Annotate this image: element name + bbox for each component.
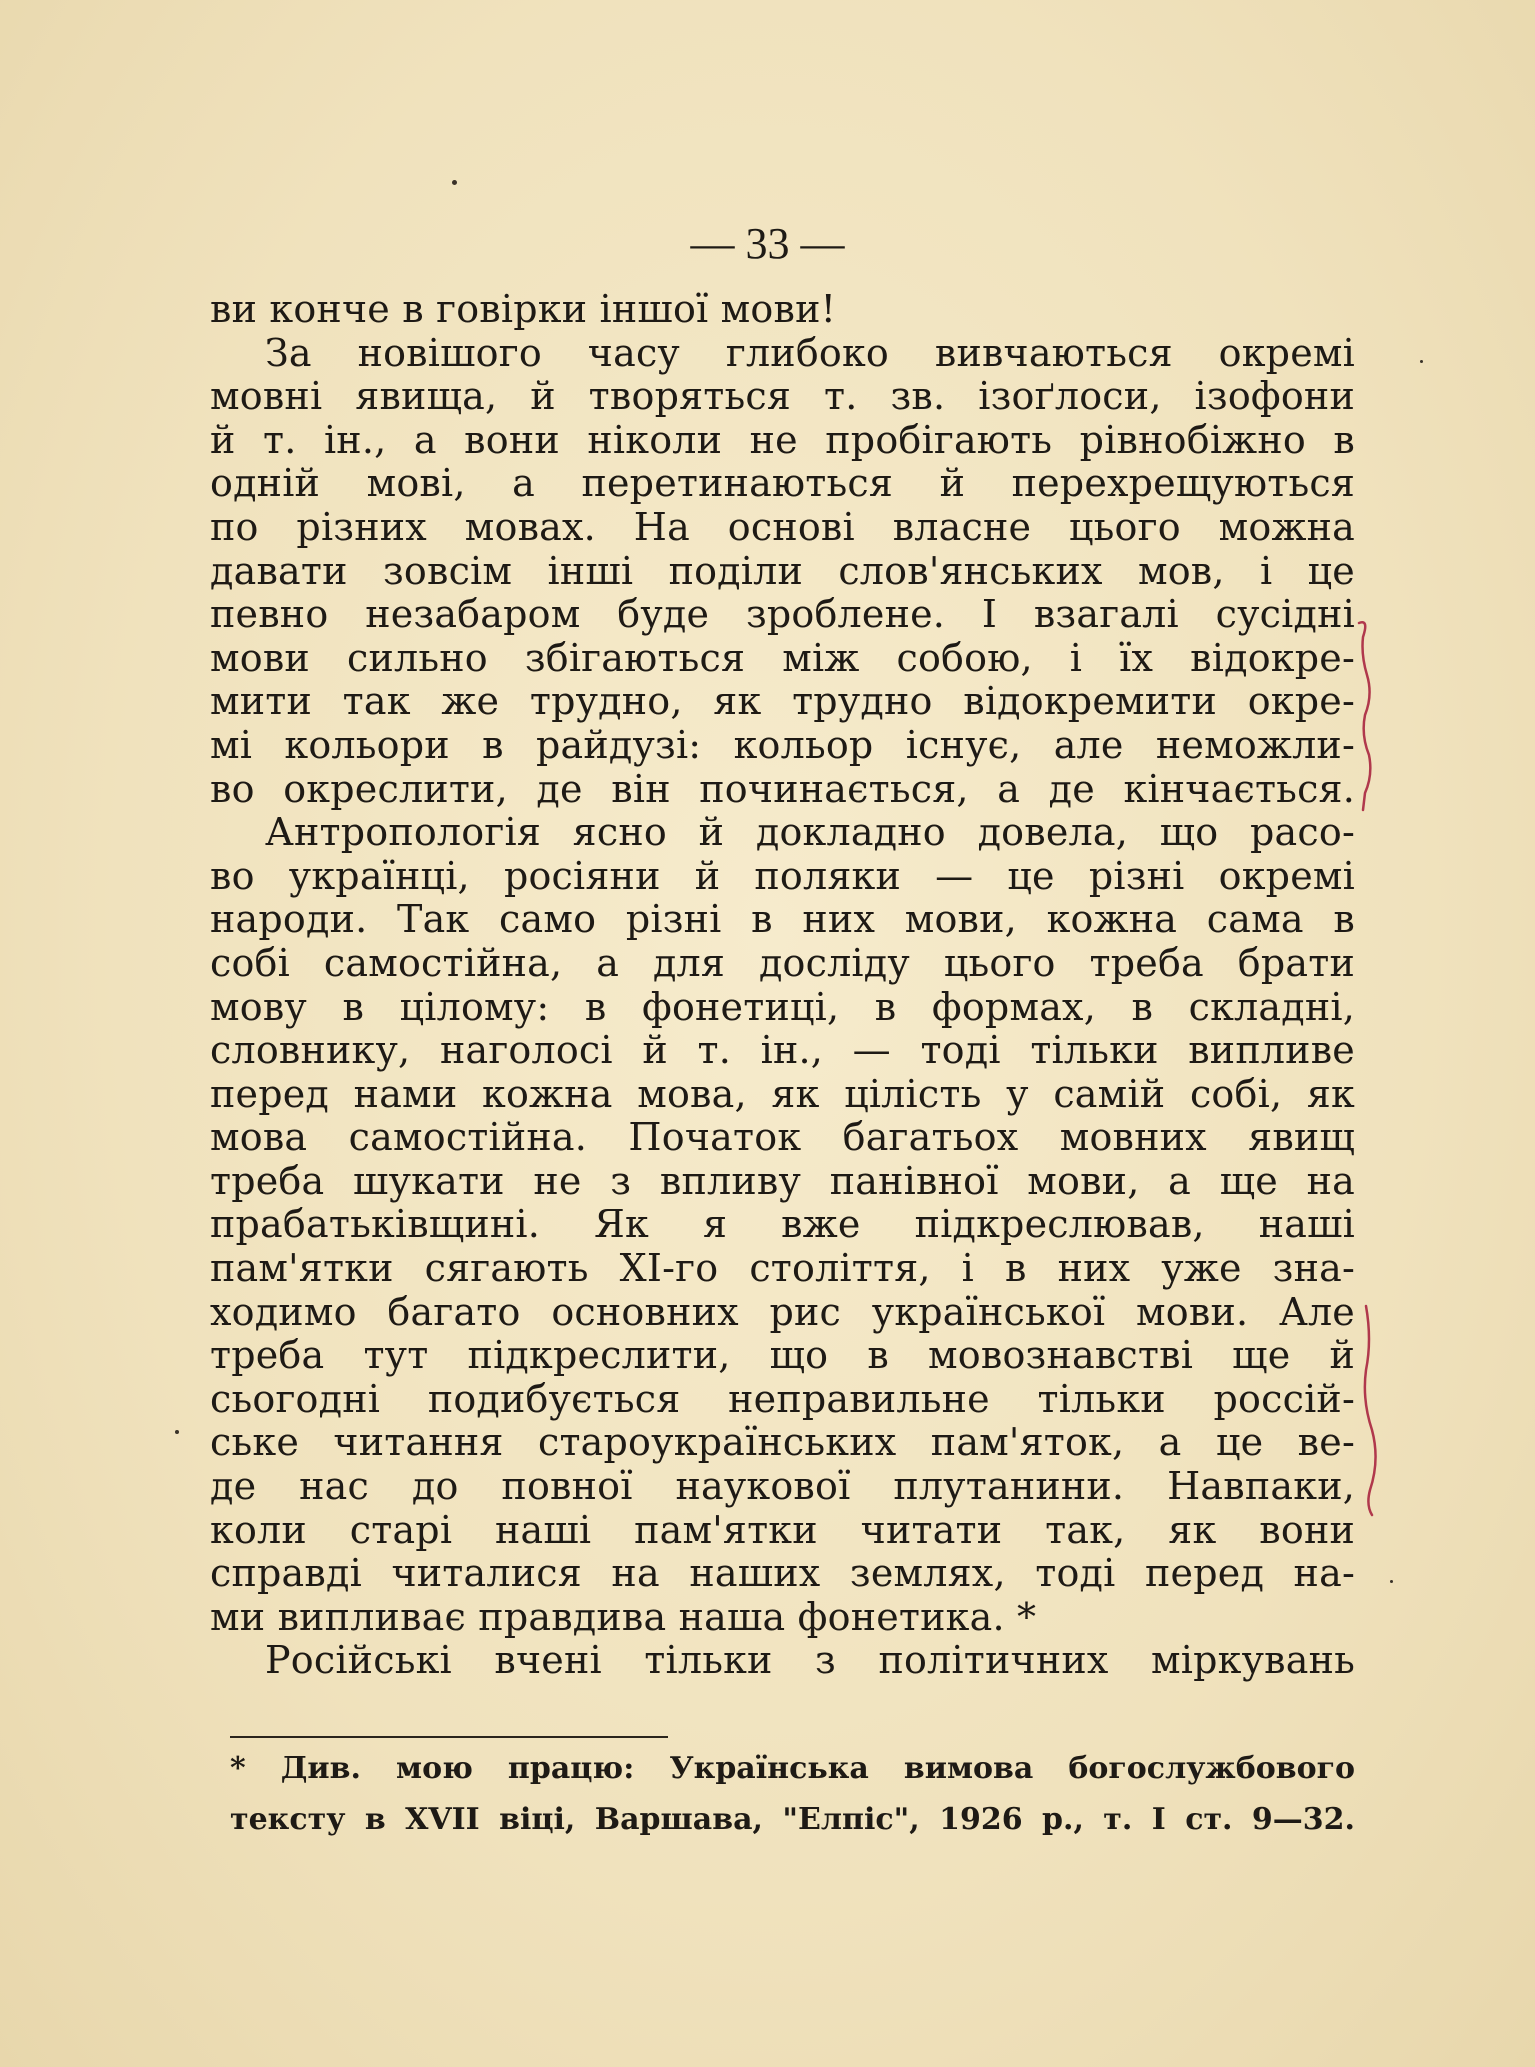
text-line: коли старі наші пам'ятки читати так, як вони <box>210 1507 1355 1552</box>
text-line: перед нами кожна мова, як цілість у самій собі, як <box>210 1071 1355 1116</box>
text-line: народи. Так само різні в них мови, кожна сама в <box>210 897 1355 942</box>
paper-speck <box>1420 360 1423 363</box>
text-line: мити так же трудно, як трудно відокремити окре- <box>210 679 1355 724</box>
text-line: Російські вчені тільки з політичних міркувань <box>265 1638 1355 1683</box>
footnote-line: тексту в XVII віці, Варшава, "Елпіс", 1926 р., т. І ст. 9—32. <box>230 1802 1355 1837</box>
text-line: справді читалися на наших землях, тоді перед на- <box>210 1551 1355 1596</box>
text-line: во українці, росіяни й поляки — це різні окремі <box>210 853 1355 898</box>
text-line: мовні явища, й творяться т. зв. ізоґлоси, ізофони <box>210 374 1355 419</box>
body-text <box>210 288 1355 1683</box>
text-line: ви конче в говірки іншої мови! <box>210 287 837 331</box>
text-line: пам'ятки сягають XI-го століття, і в них уже зна- <box>210 1246 1355 1291</box>
page-number: — 33 — <box>690 219 845 268</box>
text-line: ходимо багато основних рис української мови. Але <box>210 1289 1355 1334</box>
text-line: де нас до повної наукової плутанини. Навпаки, <box>210 1464 1355 1509</box>
text-line: й т. ін., а вони ніколи не пробігають рівнобіжно в <box>210 417 1355 462</box>
text-line: За новішого часу глибоко вивчаються окремі <box>265 330 1355 375</box>
text-line: треба тут підкреслити, що в мовознавстві ще й <box>210 1333 1355 1378</box>
text-line: давати зовсім інші поділи слов'янських мов, і це <box>210 548 1355 593</box>
text-line: по різних мовах. На основі власне цього можна <box>210 504 1355 549</box>
text-line: ми випливає правдива наша фонетика. * <box>210 1594 1037 1639</box>
text-line: Антропологія ясно й докладно довела, що расо- <box>265 810 1355 855</box>
footnote-divider <box>230 1736 668 1738</box>
text-line: одній мові, а перетинаються й перехрещуються <box>210 461 1355 506</box>
text-line: певно незабаром буде зроблене. І взагалі сусідні <box>210 592 1355 637</box>
text-line: словнику, наголосі й т. ін., — тоді тільки випливе <box>210 1028 1355 1073</box>
footnote-line: * Див. мою працю: Українська вимова богослужбового <box>230 1751 1355 1786</box>
text-line: сьогодні подибується неправильне тільки россій- <box>210 1376 1355 1421</box>
margin-bracket-mark <box>1360 1300 1390 1520</box>
text-line: мі кольори в райдузі: кольор існує, але неможли- <box>210 722 1355 767</box>
text-line: мови сильно збігаються між собою, і їх відокре- <box>210 635 1355 680</box>
paper-speck <box>452 180 457 185</box>
paper-speck <box>175 1430 179 1434</box>
text-line: во окреслити, де він починається, а де кінчається. <box>210 766 1355 811</box>
text-line: прабатьківщині. Як я вже підкреслював, наші <box>210 1202 1355 1247</box>
text-line: ське читання староукраїнських пам'яток, а це ве- <box>210 1420 1355 1465</box>
text-line: мова самостійна. Початок багатьох мовних явищ <box>210 1115 1355 1160</box>
footnote <box>230 1743 1355 1845</box>
margin-bracket-mark <box>1355 615 1385 815</box>
paper-speck <box>1390 1580 1393 1583</box>
text-line: треба шукати не з впливу панівної мови, а ще на <box>210 1158 1355 1203</box>
text-line: мову в цілому: в фонетиці, в формах, в складні, <box>210 984 1355 1029</box>
text-line: собі самостійна, а для досліду цього треба брати <box>210 940 1355 985</box>
